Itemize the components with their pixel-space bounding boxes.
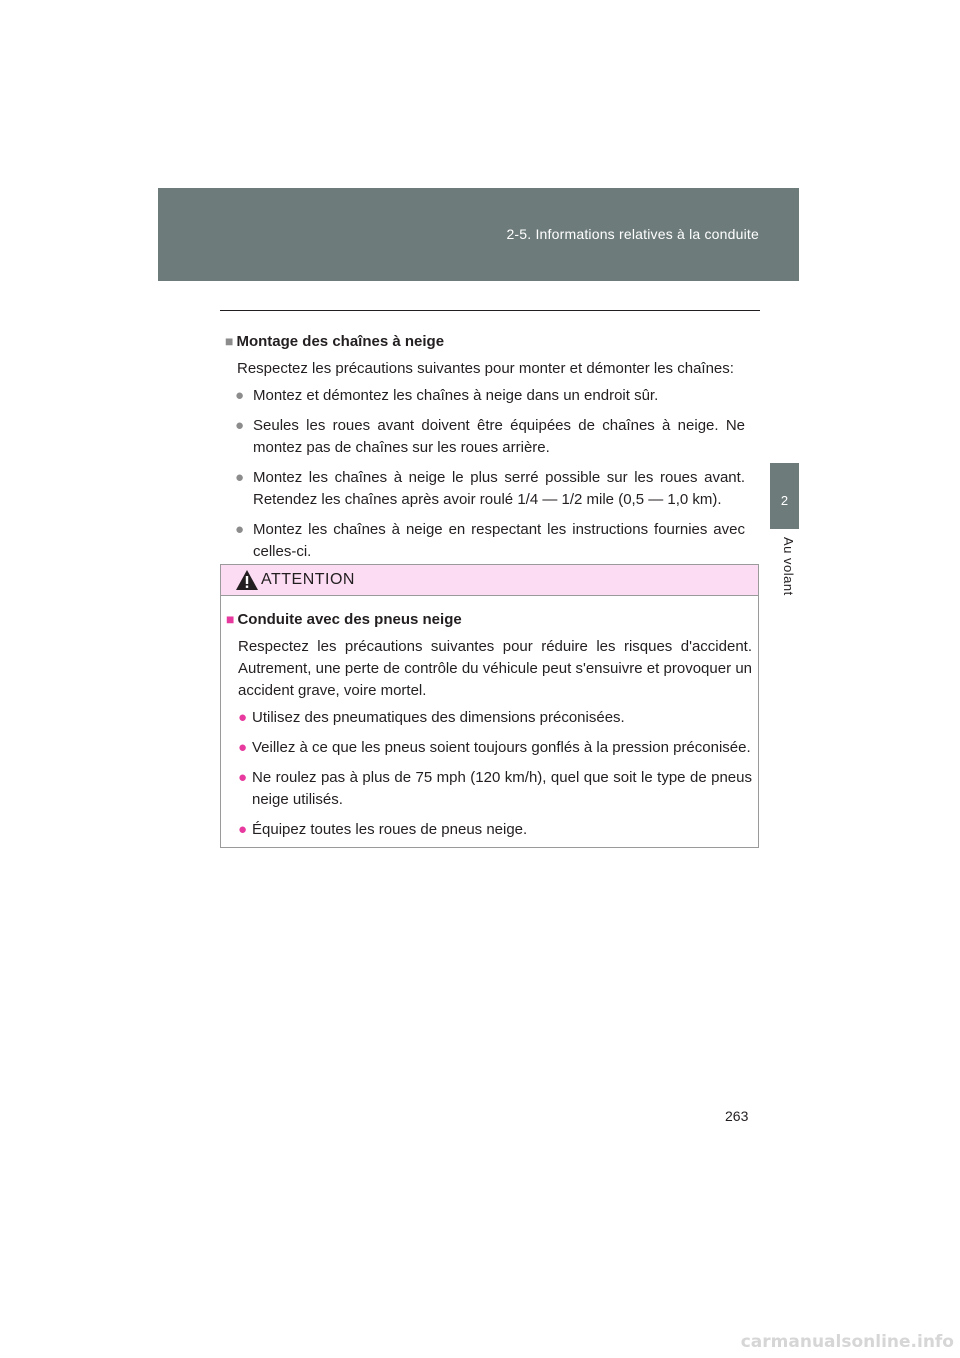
- list-item-text: Montez et démontez les chaînes à neige dans un endroit sûr.: [253, 387, 659, 404]
- header-band: [158, 188, 799, 281]
- list-item: [226, 819, 752, 841]
- attention-bullet-list: [226, 707, 752, 841]
- attention-heading: [226, 608, 752, 631]
- circle-bullet-icon: ●: [235, 469, 245, 486]
- square-bullet-icon: ■: [226, 611, 235, 627]
- list-item-text: Montez les chaînes à neige le plus serré possible sur les roues avant. Retendez les chaînes après avoir roulé 1/4 — 1/2 mile (0,5 — 1,0 km).: [253, 469, 745, 508]
- square-bullet-icon: ■: [225, 333, 234, 349]
- chapter-number: 2: [780, 493, 789, 508]
- attention-heading-text: Conduite avec des pneus neige: [237, 611, 462, 628]
- section-divider: [220, 310, 760, 311]
- chapter-tab: [770, 463, 799, 529]
- section-heading: [225, 330, 745, 353]
- attention-intro: Respectez les précautions suivantes pour réduire les risques d'accident. Autrement, une perte de contrôle du véhicule peut s'ensuivre et provoquer un accident grave, voire mortel.: [238, 638, 752, 699]
- page-number: 263: [725, 1108, 749, 1124]
- attention-box: [220, 564, 759, 848]
- section-heading-text: Montage des chaînes à neige: [236, 333, 445, 350]
- attention-header: [221, 565, 758, 596]
- list-item-text: Équipez toutes les roues de pneus neige.: [252, 821, 528, 838]
- snow-chains-section: [225, 330, 745, 571]
- list-item: [225, 385, 745, 407]
- list-item: [226, 767, 752, 811]
- circle-bullet-icon: ●: [238, 821, 248, 838]
- circle-bullet-icon: ●: [238, 739, 248, 756]
- circle-bullet-icon: ●: [235, 417, 245, 434]
- chapter-title: 2-5. Informations relatives à la conduite: [506, 226, 759, 242]
- circle-bullet-icon: ●: [235, 521, 245, 538]
- circle-bullet-icon: ●: [235, 387, 245, 404]
- circle-bullet-icon: ●: [238, 709, 248, 726]
- list-item-text: Veillez à ce que les pneus soient toujours gonflés à la pression préconisée.: [252, 739, 751, 756]
- list-item-text: Seules les roues avant doivent être équipées de chaînes à neige. Ne montez pas de chaînes sur les roues arrière.: [253, 417, 745, 456]
- list-item-text: Montez les chaînes à neige en respectant les instructions fournies avec celles-ci.: [253, 521, 745, 560]
- list-item: [226, 737, 752, 759]
- list-item: [225, 519, 745, 563]
- watermark: carmanualsonline.info: [740, 1332, 954, 1352]
- warning-triangle-icon: [235, 569, 259, 591]
- attention-body: [221, 596, 758, 841]
- list-item: [225, 415, 745, 459]
- list-item: [225, 467, 745, 511]
- attention-title: ATTENTION: [261, 571, 355, 588]
- section-bullet-list: [225, 385, 745, 563]
- list-item: [226, 707, 752, 729]
- chapter-side-label: Au volant: [781, 537, 796, 596]
- list-item-text: Ne roulez pas à plus de 75 mph (120 km/h), quel que soit le type de pneus neige utilisés.: [252, 769, 752, 808]
- list-item-text: Utilisez des pneumatiques des dimensions préconisées.: [252, 709, 625, 726]
- circle-bullet-icon: ●: [238, 769, 248, 786]
- section-intro: Respectez les précautions suivantes pour monter et démonter les chaînes:: [237, 360, 734, 377]
